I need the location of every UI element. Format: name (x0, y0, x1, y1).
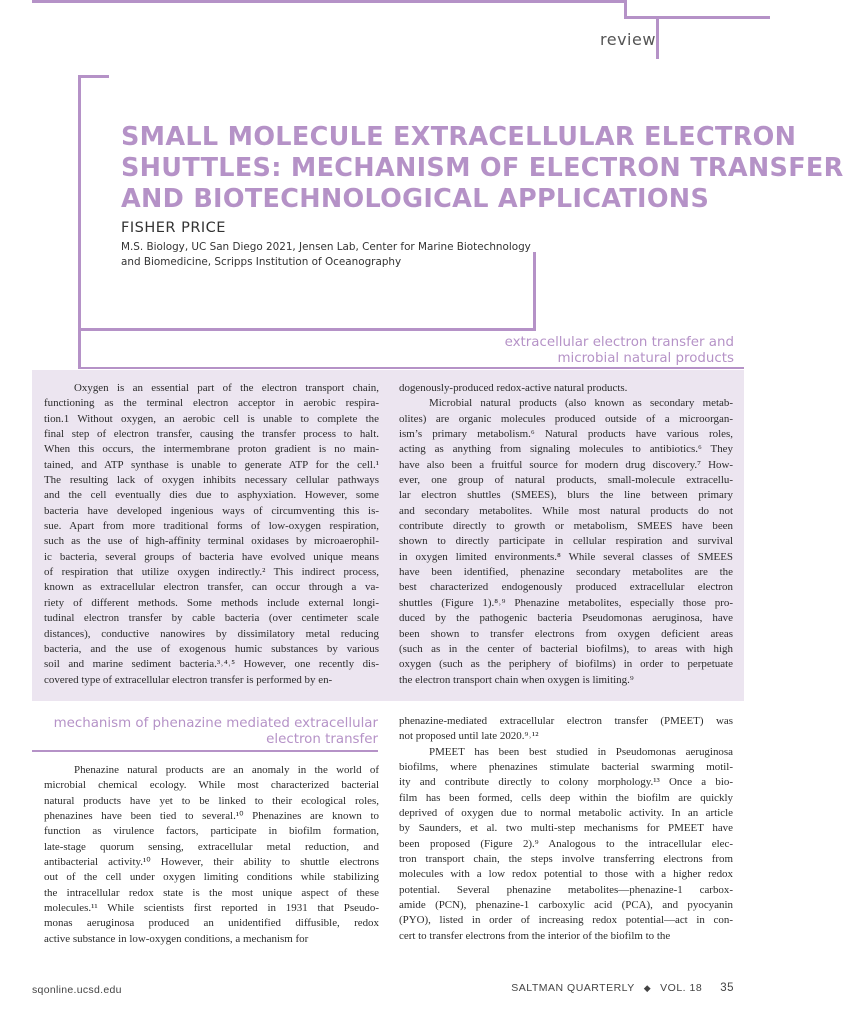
text-line: Oxygen is an essential part of the electron transport chain, (74, 382, 379, 394)
text-line: Phenazine natural products are an anomaly in the world of (74, 764, 379, 776)
text-line: sue. Apart from more traditional forms of low-oxygen respiration, (44, 520, 379, 533)
page-number: 35 (720, 982, 734, 994)
top-rule (32, 0, 627, 3)
section2-heading (32, 716, 378, 748)
title-line: AND BIOTECHNOLOGICAL APPLICATIONS (121, 184, 710, 214)
text-line: been proposed (Figure 2).⁹ Analogous to the intracellular elec- (399, 837, 733, 850)
text-line: molecules with a low redox potential to those with a higher redox (399, 868, 733, 881)
text-line: out of the cell under oxygen limiting conditions while stabilizing (44, 871, 379, 884)
text-line: ic bacteria, several groups of bacteria have evolved unique means (44, 550, 379, 563)
review-tag-top-rule (624, 16, 770, 19)
text-line: known as extracellular electron transfer, can occur through a va- (44, 581, 379, 594)
text-line: of respiration that utilize oxygen indirectly.² This indirect process, (44, 566, 379, 579)
volume-label: VOL. 18 (660, 982, 703, 994)
text-line: natural products have yet to be linked to their ecological roles, (44, 794, 379, 807)
title-line: SMALL MOLECULE EXTRACELLULAR ELECTRON (121, 122, 797, 152)
diamond-icon: ◆ (643, 983, 652, 993)
text-line: the intracellular redox state is the most unique aspect of these (44, 886, 379, 899)
text-line: (such as in the center of bacterial biofilms), to areas with high (399, 642, 733, 655)
text-line: dogenously-produced redox-active natural products. (399, 382, 628, 394)
text-line: ever, one group of natural products, small-molecule extracellu- (399, 474, 733, 487)
heading-line: extracellular electron transfer and (504, 335, 734, 350)
text-line: film has been formed, cells deep within the biofilm are quickly (399, 791, 733, 804)
heading-line: electron transfer (266, 732, 378, 747)
text-line: oxygen (such as the periphery of biofilms) in order to perpetuate (399, 658, 733, 671)
section1-right-column (399, 381, 733, 688)
text-line: When this occurs, the intermembrane proton gradient is no main- (44, 443, 379, 456)
title-box-bottom-rule (81, 328, 536, 331)
text-line: contribute directly to growth or metabolism, SMEES have been (399, 520, 733, 533)
text-line: biofilms, where phenazines stimulate bacterial swarming motil- (399, 761, 733, 774)
section1-heading (505, 335, 734, 367)
text-line: molecules.¹¹ While scientists first reported in 1931 that Pseudo- (44, 902, 379, 915)
text-line: in oxygen limited environments.⁸ While several classes of SMEES (399, 550, 733, 563)
section2-left-column (44, 763, 379, 947)
text-line: such as the use of high-affinity terminal oxidases by microaerophil- (44, 535, 379, 548)
text-line: phenazines have been tied to several.¹⁰ Phenazines are known to (44, 810, 379, 823)
text-line: (PYO), listed in order of increasing redox potential—act in con- (399, 914, 733, 927)
text-line: tudinal electron transfer by cable bacteria (over centimeter scale (44, 612, 379, 625)
text-line: covered type of extracellular electron transfer is performed by en- (44, 673, 333, 686)
author-affiliation (121, 240, 561, 269)
text-line: The resulting lack of oxygen inhibits necessary cellular pathways (44, 474, 379, 487)
section2-underline (32, 750, 378, 752)
title-line: SHUTTLES: MECHANISM OF ELECTRON TRANSFER (121, 153, 844, 183)
section-tag: review (600, 30, 656, 49)
footer-website[interactable]: sqonline.ucsd.edu (32, 984, 122, 996)
text-line: bacteria, and the use of exogenous humic substances by various (44, 642, 379, 655)
affiliation-line: and Biomedicine, Scripps Institution of Oceanography (121, 255, 402, 268)
section2-right-column (399, 714, 733, 944)
text-line: have also been a fruitful source for modern drug discovery.⁷ How- (399, 458, 733, 471)
text-line: soil and marine sediment bacteria.³˒⁴˒⁵ However, one recently dis- (44, 658, 379, 671)
text-line: acting as anything from signaling molecules to antibiotics.⁶ They (399, 443, 733, 456)
text-line: have been identified, phenazine secondary metabolites are the (399, 566, 733, 579)
text-line: bacteria have developed ingenious ways of circumventing this is- (44, 504, 379, 517)
text-line: not proposed until late 2020.⁹˒¹² (399, 730, 539, 743)
text-line: and secondary metabolites. While most natural products do not (399, 504, 733, 517)
footer-journal-info (511, 982, 734, 994)
text-line: duced by the pathogenic bacteria Pseudomonas aeruginosa, have (399, 612, 733, 625)
text-line: riety of different methods. Some methods include external longi- (44, 596, 379, 609)
text-line: the electron transport chain when oxygen is limiting.⁹ (399, 673, 634, 686)
text-line: deprived of oxygen due to normal metabolic activity. In an article (399, 807, 733, 820)
text-line: potential. Several phenazine metabolites—phenazine-1 carbox- (399, 883, 733, 896)
text-line: shuttles (Figure 1).⁸˒⁹ Phenazine metabolites, especially those pro- (399, 596, 733, 609)
text-line: cert to transfer electrons from the interior of the biofilm to the (399, 929, 671, 942)
text-line: late-stage quorum sensing, extracellular metal reduction, and (44, 840, 379, 853)
text-line: microbial chemical ecology. While most characterized bacterial (44, 779, 379, 792)
text-line: ity and contribute directly to colony morphology.¹³ Once a bio- (399, 776, 733, 789)
text-line: Microbial natural products (also known as secondary metab- (429, 397, 733, 410)
text-line: PMEET has been best studied in Pseudomonas aeruginosa (429, 745, 733, 758)
article-title (121, 122, 844, 215)
text-line: by Saunders, et al. two multi-step mechanisms for PMEET have (399, 822, 733, 835)
heading-line: microbial natural products (557, 351, 734, 366)
text-line: antibacterial activity.¹⁰ However, their ability to shuttle electrons (44, 856, 379, 869)
text-line: functioning as the terminal electron acceptor in aerobic respira- (44, 397, 379, 410)
text-line: been shown to transfer electrons from oxygen deficient areas (399, 627, 733, 640)
review-tag-left-rule (656, 16, 659, 59)
text-line: tion.1 Without oxygen, an aerobic cell is unable to complete the (44, 412, 379, 425)
text-line: phenazine-mediated extracellular electron transfer (PMEET) was (399, 715, 733, 727)
text-line: lar electron shuttles (SMEES), blurs the line between primary (399, 489, 733, 502)
text-line: active substance in low-oxygen conditions, a mechanism for (44, 932, 309, 945)
text-line: best characterized endogenously produced extracellular electron (399, 581, 733, 594)
journal-name: SALTMAN QUARTERLY (511, 982, 635, 994)
title-box-top-rule (78, 75, 109, 78)
text-line: tained, and ATP synthase is unable to generate ATP for the cell.¹ (44, 458, 379, 471)
heading-line: mechanism of phenazine mediated extracellular (53, 716, 378, 731)
text-line: tron transport chain, the steps involve transferring electrons from (399, 853, 733, 866)
section1-underline (78, 367, 744, 369)
text-line: shown to directly participate in cellular respiration and survival (399, 535, 733, 548)
text-line: distances), conductive nanowires by dissimilatory metal reducing (44, 627, 379, 640)
title-box-left-rule (78, 75, 81, 369)
text-line: final step of electron transfer, causing the transfer process to halt. (44, 428, 379, 441)
text-line: olites) are organic molecules produced outside of a microorgan- (399, 412, 733, 425)
text-line: and the cell eventually dies due to asphyxiation. However, some (44, 489, 379, 502)
text-line: monas aeruginosa produced an unidentified diffusible, redox (44, 917, 379, 930)
affiliation-line: M.S. Biology, UC San Diego 2021, Jensen Lab, Center for Marine Biotechnology (121, 241, 531, 253)
section1-left-column (44, 381, 379, 688)
text-line: ism’s primary metabolism.⁶ Natural products have various roles, (399, 428, 733, 441)
author-name: FISHER PRICE (121, 220, 226, 236)
text-line: function as virulence factors, participate in biofilm formation, (44, 825, 379, 838)
text-line: amide (PCN), phenazine-1 carboxylic acid (PCA), and pyocyanin (399, 899, 733, 912)
